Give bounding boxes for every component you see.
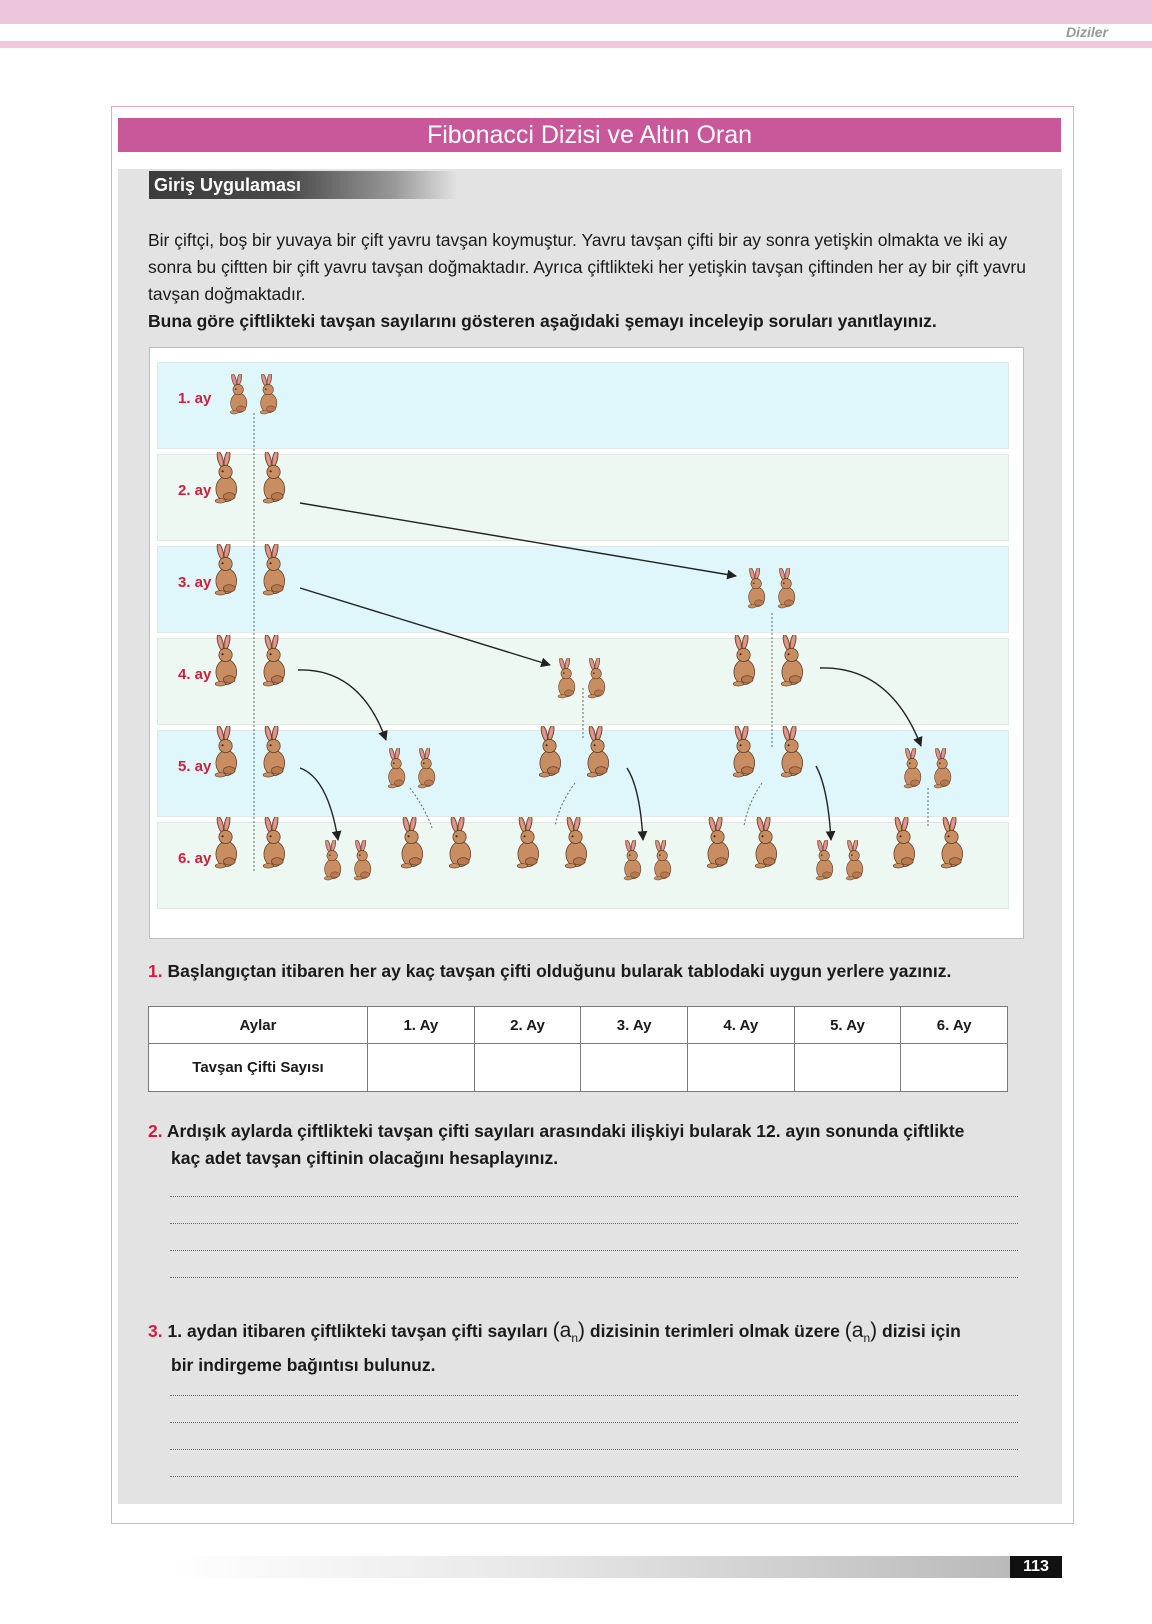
- answer-line[interactable]: [170, 1223, 1018, 1224]
- rabbit-diagram: [149, 347, 1024, 939]
- top-band-stripe: [0, 41, 1152, 48]
- month-label: 4. ay: [178, 666, 212, 683]
- baby-rabbit-icon: [512, 817, 542, 869]
- question-text: Başlangıçtan itibaren her ay kaç tavşan çifti olduğunu bularak tablodaki uygun yerlere yazınız.: [167, 961, 952, 981]
- baby-rabbit-icon: [728, 726, 758, 778]
- intro-text: [148, 227, 1028, 335]
- question-text-line1: Ardışık aylarda çiftlikteki tavşan çifti sayıları arasındaki ilişkiyi bularak 12. ayın sonunda çiftlikte: [166, 1121, 965, 1141]
- baby-rabbit-icon: [210, 726, 240, 778]
- baby-rabbit-icon: [900, 748, 923, 789]
- baby-rabbit-icon: [258, 544, 288, 596]
- question-text-c: dizisi için: [882, 1321, 961, 1341]
- baby-rabbit-icon: [930, 748, 953, 789]
- baby-rabbit-icon: [750, 817, 780, 869]
- baby-rabbit-icon: [320, 840, 343, 881]
- baby-rabbit-icon: [728, 635, 758, 687]
- month-label: 6. ay: [178, 850, 212, 867]
- intro-paragraph: Bir çiftçi, boş bir yuvaya bir çift yavru tavşan koymuştur. Yavru tavşan çifti bir ay sonra yetişkin olmakta ve iki ay sonra bu çiftten bir çift yavru tavşan doğmaktadır. Ayrıca çiftlikteki her yetişkin tavşan çiftinden her ay bir çift yavru tavşan doğmaktadır.: [148, 230, 1026, 304]
- month-label: 3. ay: [178, 574, 212, 591]
- question-text-line2: bir indirgeme bağıntısı bulunuz.: [171, 1355, 436, 1376]
- baby-rabbit-icon: [210, 635, 240, 687]
- answer-line[interactable]: [170, 1196, 1018, 1197]
- answer-cell[interactable]: [794, 1044, 901, 1092]
- baby-rabbit-icon: [812, 840, 835, 881]
- question-text-a: 1. aydan itibaren çiftlikteki tavşan çifti sayıları: [167, 1321, 548, 1341]
- sequence-notation: $(a_n)$: [844, 1319, 878, 1346]
- question-3: [148, 1317, 961, 1379]
- sequence-notation: $(a_n)$: [552, 1319, 586, 1346]
- baby-rabbit-icon: [776, 635, 806, 687]
- baby-rabbit-icon: [226, 374, 249, 415]
- table-header-month: 3. Ay: [581, 1007, 688, 1044]
- answer-table: [148, 1006, 1008, 1092]
- answer-line[interactable]: [170, 1476, 1018, 1477]
- baby-rabbit-icon: [842, 840, 865, 881]
- baby-rabbit-icon: [776, 726, 806, 778]
- baby-rabbit-icon: [774, 568, 797, 609]
- baby-rabbit-icon: [210, 817, 240, 869]
- answer-cell[interactable]: [474, 1044, 581, 1092]
- top-band: [0, 0, 1152, 24]
- baby-rabbit-icon: [444, 817, 474, 869]
- answer-cell[interactable]: [368, 1044, 475, 1092]
- question-text-b: dizisinin terimleri olmak üzere: [589, 1321, 840, 1341]
- intro-instruction: Buna göre çiftlikteki tavşan sayılarını gösteren aşağıdaki şemayı inceleyip soruları yanıtlayınız.: [148, 311, 937, 331]
- question-2: [148, 1118, 964, 1172]
- baby-rabbit-icon: [210, 544, 240, 596]
- baby-rabbit-icon: [210, 452, 240, 504]
- baby-rabbit-icon: [534, 726, 564, 778]
- baby-rabbit-icon: [384, 748, 407, 789]
- baby-rabbit-icon: [350, 840, 373, 881]
- baby-rabbit-icon: [584, 658, 607, 699]
- page-title: Fibonacci Dizisi ve Altın Oran: [118, 118, 1061, 152]
- month-label: 2. ay: [178, 482, 212, 499]
- baby-rabbit-icon: [582, 726, 612, 778]
- baby-rabbit-icon: [744, 568, 767, 609]
- answer-line[interactable]: [170, 1277, 1018, 1278]
- answer-line[interactable]: [170, 1395, 1018, 1396]
- baby-rabbit-icon: [396, 817, 426, 869]
- baby-rabbit-icon: [560, 817, 590, 869]
- month-label: 1. ay: [178, 390, 212, 407]
- table-row-label: Tavşan Çifti Sayısı: [149, 1044, 368, 1092]
- page-number: 113: [1010, 1556, 1062, 1578]
- answer-line[interactable]: [170, 1250, 1018, 1251]
- question-text-line2: kaç adet tavşan çiftinin olacağını hesaplayınız.: [171, 1148, 559, 1168]
- table-header-month: 1. Ay: [368, 1007, 475, 1044]
- table-header-month: 6. Ay: [901, 1007, 1008, 1044]
- table-header-month: 2. Ay: [474, 1007, 581, 1044]
- question-number: 2.: [148, 1121, 163, 1141]
- baby-rabbit-icon: [256, 374, 279, 415]
- baby-rabbit-icon: [258, 635, 288, 687]
- baby-rabbit-icon: [258, 817, 288, 869]
- baby-rabbit-icon: [650, 840, 673, 881]
- baby-rabbit-icon: [414, 748, 437, 789]
- answer-line[interactable]: [170, 1422, 1018, 1423]
- chapter-title: Diziler: [1065, 24, 1108, 40]
- baby-rabbit-icon: [936, 817, 966, 869]
- answer-cell[interactable]: [901, 1044, 1008, 1092]
- baby-rabbit-icon: [554, 658, 577, 699]
- section-subheading: Giriş Uygulaması: [149, 171, 457, 199]
- footer-bar: [170, 1556, 1062, 1578]
- question-1: [148, 958, 951, 985]
- baby-rabbit-icon: [620, 840, 643, 881]
- table-header-month: 5. Ay: [794, 1007, 901, 1044]
- month-label: 5. ay: [178, 758, 212, 775]
- table-header-months: Aylar: [149, 1007, 368, 1044]
- question-number: 1.: [148, 961, 163, 981]
- baby-rabbit-icon: [258, 452, 288, 504]
- answer-cell[interactable]: [687, 1044, 794, 1092]
- baby-rabbit-icon: [702, 817, 732, 869]
- answer-line[interactable]: [170, 1449, 1018, 1450]
- baby-rabbit-icon: [888, 817, 918, 869]
- baby-rabbit-icon: [258, 726, 288, 778]
- table-header-month: 4. Ay: [687, 1007, 794, 1044]
- question-number: 3.: [148, 1321, 163, 1341]
- answer-cell[interactable]: [581, 1044, 688, 1092]
